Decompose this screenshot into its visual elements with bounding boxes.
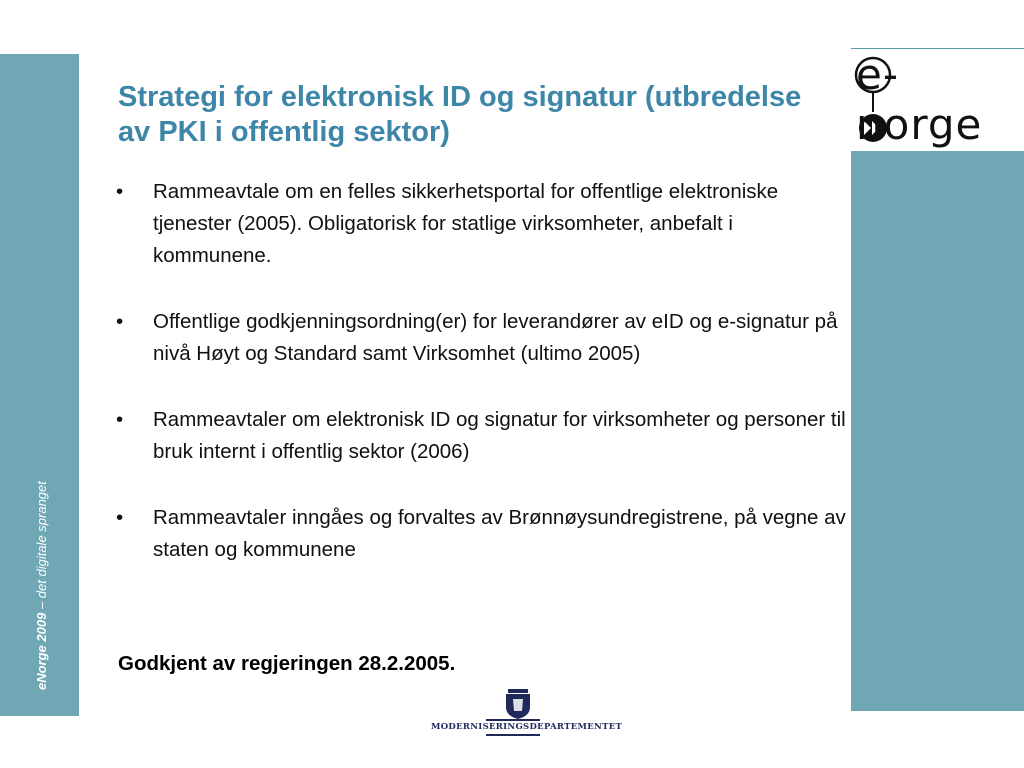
bullet-dot-icon: •	[116, 180, 124, 203]
side-separator: –	[34, 598, 49, 613]
logo-top-rule	[851, 48, 1024, 49]
slide-title: Strategi for elektronisk ID og signatur (utbredelse av PKI i offentlig sektor)	[118, 81, 802, 148]
bullet-item	[116, 404, 856, 468]
side-caption	[34, 481, 49, 690]
bullet-dot-icon: •	[116, 408, 124, 431]
bullet-text: Rammeavtaler inngåes og forvaltes av Brønnøysundregistrene, på vegne av staten og kommunene	[153, 506, 846, 561]
bullet-list	[116, 176, 856, 600]
coat-of-arms-icon	[498, 689, 538, 719]
dept-rule-bottom	[486, 734, 540, 736]
side-brand: eNorge 2009	[34, 612, 49, 690]
bullet-text: Rammeavtaler om elektronisk ID og signatur for virksomheter og personer til bruk internt i offentlig sektor (2006)	[153, 408, 846, 463]
approval-note: Godkjent av regjeringen 28.2.2005.	[118, 652, 456, 675]
bullet-text: Rammeavtale om en felles sikkerhetsportal for offentlige elektroniske tjenester (2005). Obligatorisk for statlige virksomheter, anbefalt i kommunene.	[153, 180, 779, 267]
bullet-item	[116, 306, 856, 370]
department-name: MODERNISERINGSDEPARTEMENTET	[431, 722, 623, 732]
bullet-dot-icon: •	[116, 506, 124, 529]
side-tagline: det digitale spranget	[34, 481, 49, 599]
bullet-item	[116, 502, 856, 566]
logo-wordmark: e-norge	[856, 50, 983, 149]
bullet-text: Offentlige godkjenningsordning(er) for leverandører av eID og e-signatur på nivå Høyt og Standard samt Virksomhet (ultimo 2005)	[153, 310, 838, 365]
bullet-dot-icon: •	[116, 310, 124, 333]
bullet-item	[116, 176, 856, 272]
right-side-bar	[851, 151, 1024, 711]
dept-rule-top	[486, 719, 540, 721]
